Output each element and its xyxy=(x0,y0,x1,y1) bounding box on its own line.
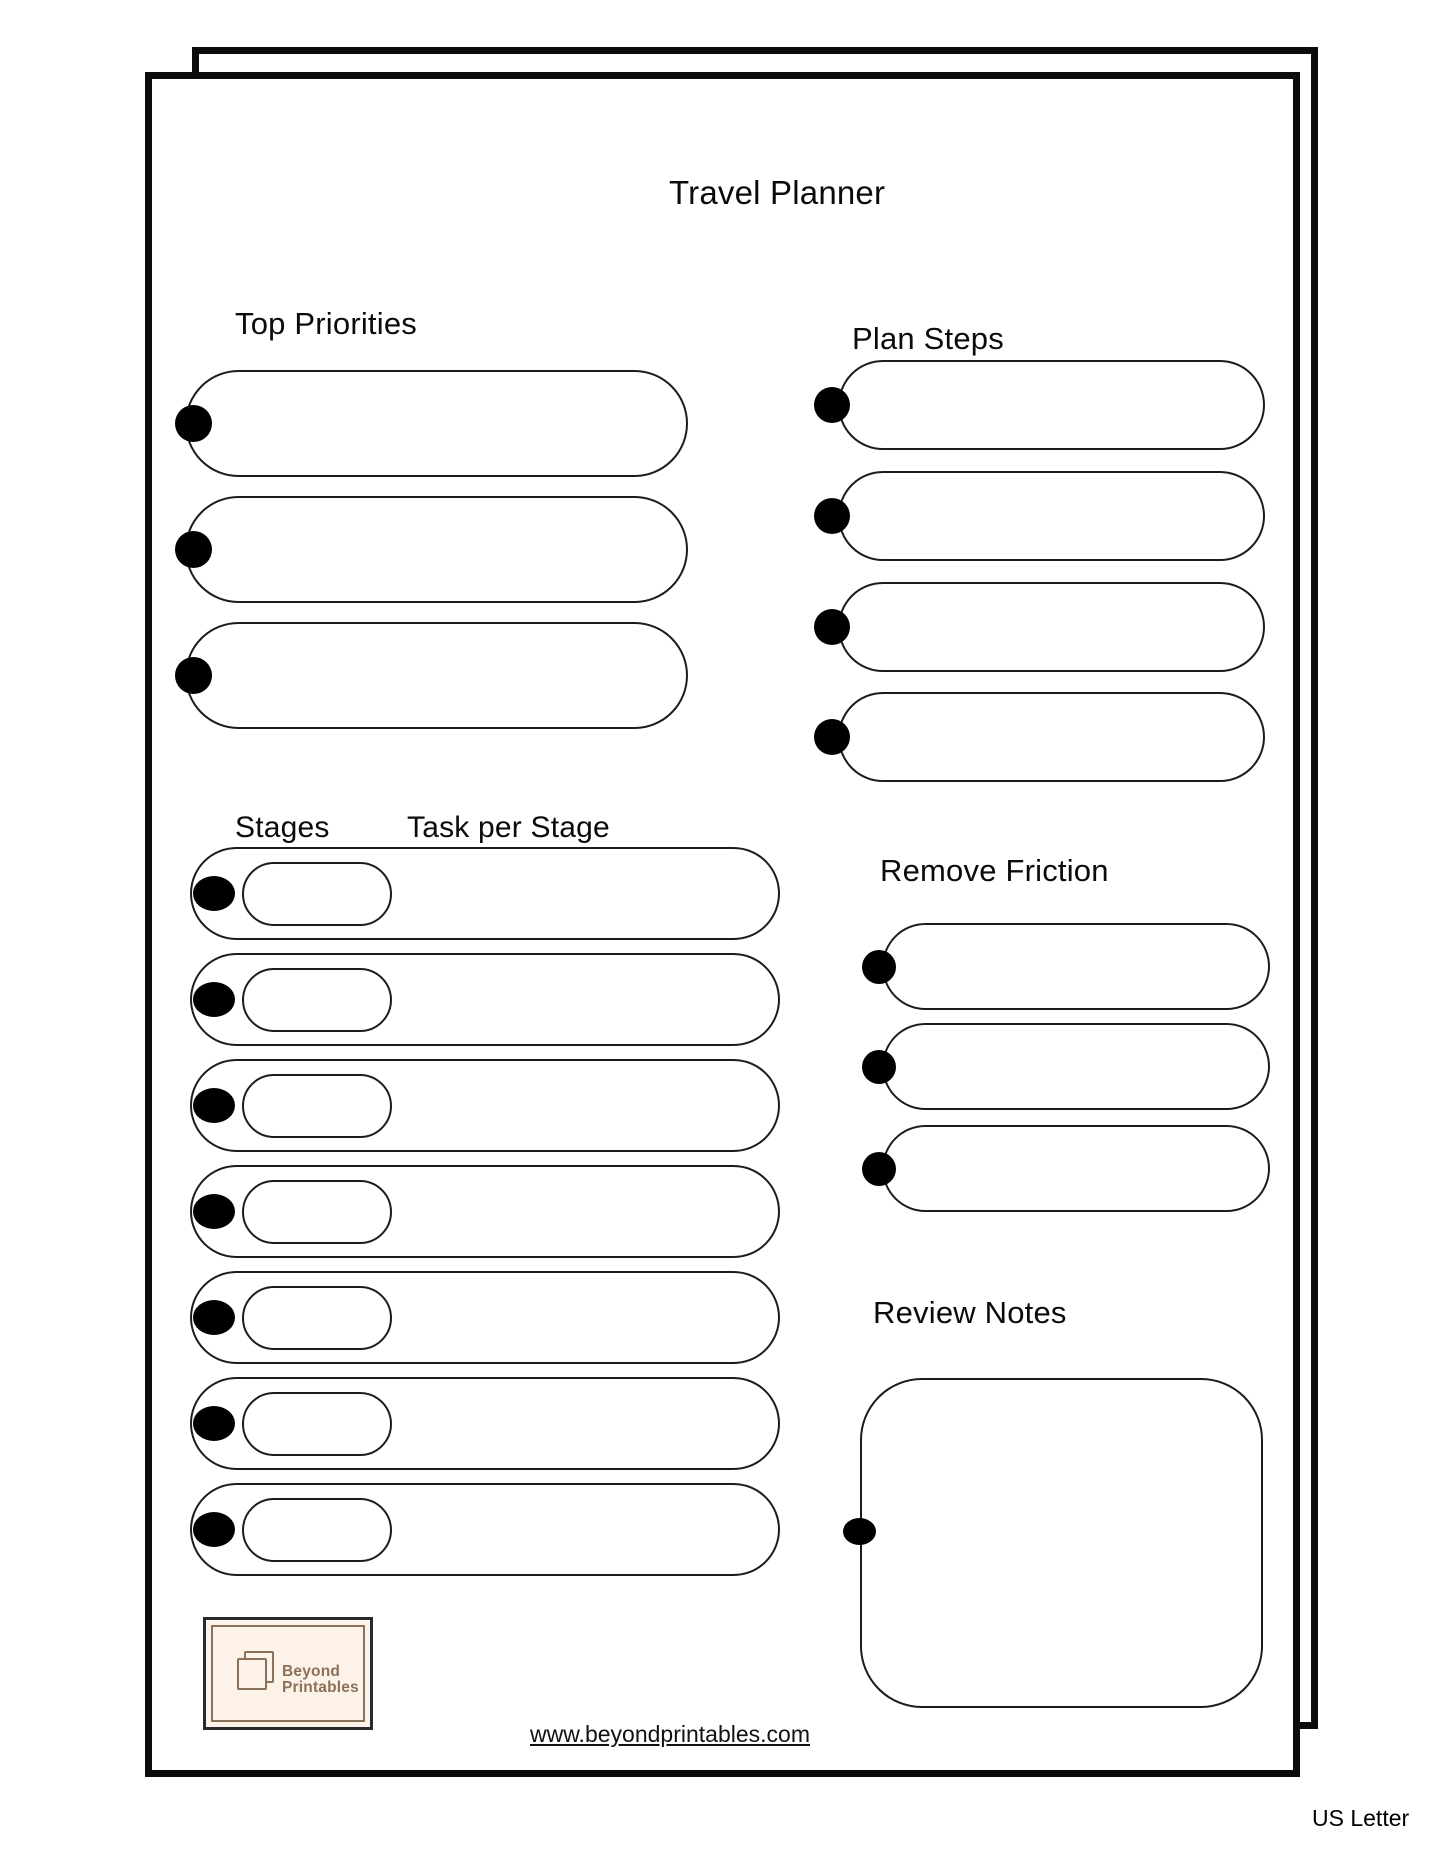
stage-task-field[interactable] xyxy=(190,1059,780,1152)
stage-label-field[interactable] xyxy=(242,1180,392,1244)
plan-step-field[interactable] xyxy=(838,360,1265,450)
bullet-dot xyxy=(814,387,850,423)
page-title: Travel Planner xyxy=(669,174,886,211)
bullet-dot xyxy=(193,1512,235,1547)
bullet-dot xyxy=(193,982,235,1017)
bullet-dot xyxy=(814,609,850,645)
paper-size-label: US Letter xyxy=(1312,1805,1410,1831)
bullet-dot xyxy=(843,1518,876,1545)
stage-label-field[interactable] xyxy=(242,1392,392,1456)
stage-label-field[interactable] xyxy=(242,1498,392,1562)
stage-task-field[interactable] xyxy=(190,1271,780,1364)
bullet-dot xyxy=(862,950,896,984)
stage-label-field[interactable] xyxy=(242,1286,392,1350)
bullet-dot xyxy=(814,498,850,534)
heading-remove-friction: Remove Friction xyxy=(880,853,1109,888)
priority-field[interactable] xyxy=(185,370,688,477)
stage-label-field[interactable] xyxy=(242,968,392,1032)
heading-top-priorities: Top Priorities xyxy=(235,306,417,341)
bullet-dot xyxy=(814,719,850,755)
stage-label-field[interactable] xyxy=(242,862,392,926)
stage-task-field[interactable] xyxy=(190,953,780,1046)
stage-label-field[interactable] xyxy=(242,1074,392,1138)
stage-task-field[interactable] xyxy=(190,847,780,940)
plan-step-field[interactable] xyxy=(838,582,1265,672)
plan-step-field[interactable] xyxy=(838,471,1265,561)
bullet-dot xyxy=(193,876,235,911)
friction-field[interactable] xyxy=(882,1125,1270,1212)
heading-stages: Stages xyxy=(235,811,330,844)
brand-name-line2: Printables xyxy=(282,1678,359,1696)
heading-plan-steps: Plan Steps xyxy=(852,321,1004,356)
brand-name xyxy=(282,1664,359,1696)
brand-name-line1: Beyond xyxy=(282,1663,341,1680)
stage-task-field[interactable] xyxy=(190,1377,780,1470)
pages-icon xyxy=(237,1658,267,1690)
bullet-dot xyxy=(193,1194,235,1229)
bullet-dot xyxy=(175,531,212,568)
friction-field[interactable] xyxy=(882,923,1270,1010)
bullet-dot xyxy=(193,1300,235,1335)
website-link[interactable]: www.beyondprintables.com xyxy=(530,1721,810,1747)
bullet-dot xyxy=(175,405,212,442)
bullet-dot xyxy=(193,1088,235,1123)
stage-task-field[interactable] xyxy=(190,1165,780,1258)
brand-logo xyxy=(203,1617,373,1730)
priority-field[interactable] xyxy=(185,496,688,603)
bullet-dot xyxy=(862,1152,896,1186)
review-notes-field[interactable] xyxy=(860,1378,1263,1708)
bullet-dot xyxy=(862,1050,896,1084)
friction-field[interactable] xyxy=(882,1023,1270,1110)
plan-step-field[interactable] xyxy=(838,692,1265,782)
priority-field[interactable] xyxy=(185,622,688,729)
stage-task-field[interactable] xyxy=(190,1483,780,1576)
bullet-dot xyxy=(175,657,212,694)
bullet-dot xyxy=(193,1406,235,1441)
heading-task-per-stage: Task per Stage xyxy=(407,811,610,844)
heading-review-notes: Review Notes xyxy=(873,1295,1067,1330)
